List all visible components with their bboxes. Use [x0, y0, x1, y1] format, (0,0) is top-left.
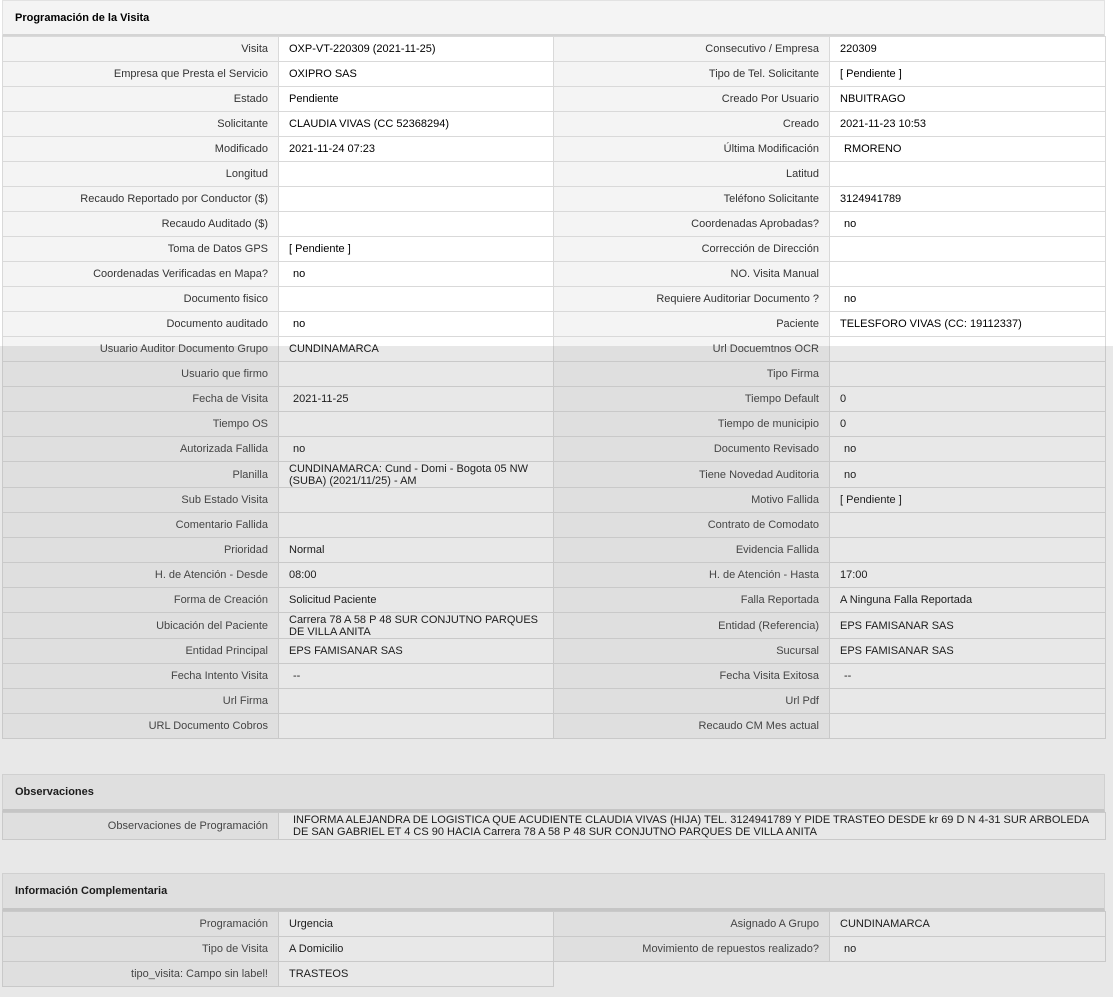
- movimiento-de-repuestos-realizado-label: Movimiento de repuestos realizado?: [554, 937, 830, 962]
- tiempo-default-value: 0: [830, 387, 1106, 412]
- solicitante-value: CLAUDIA VIVAS (CC 52368294): [279, 112, 554, 137]
- asignado-a-grupo-label: Asignado A Grupo: [554, 912, 830, 937]
- table-row: [3, 912, 1106, 937]
- fecha-intento-visita-label: Fecha Intento Visita: [3, 664, 279, 689]
- url-firma-label: Url Firma: [3, 689, 279, 714]
- documento-fisico-value: [279, 287, 554, 312]
- coordenadas-aprobadas-value: no: [830, 212, 1106, 237]
- fecha-visita-exitosa-value: --: [830, 664, 1106, 689]
- complementaria-table: [2, 911, 1106, 987]
- correccion-de-direccion-value: [830, 237, 1106, 262]
- complementaria-title: Información Complementaria: [15, 885, 168, 897]
- table-row: [3, 287, 1106, 312]
- recaudo-reportado-por-conductor-label: Recaudo Reportado por Conductor ($): [3, 187, 279, 212]
- toma-de-datos-gps-label: Toma de Datos GPS: [3, 237, 279, 262]
- programacion-title: Programación de la Visita: [15, 11, 150, 24]
- table-row: [3, 312, 1106, 337]
- empresa-que-presta-el-servicio-label: Empresa que Presta el Servicio: [3, 62, 279, 87]
- programacion-value: Urgencia: [279, 912, 554, 937]
- documento-auditado-label: Documento auditado: [3, 312, 279, 337]
- tiempo-os-label: Tiempo OS: [3, 412, 279, 437]
- observaciones-table: [2, 812, 1106, 840]
- visita-label: Visita: [3, 37, 279, 62]
- table-row: [3, 212, 1106, 237]
- motivo-fallida-value: [ Pendiente ]: [830, 488, 1106, 513]
- table-row: [3, 538, 1106, 563]
- sub-estado-visita-value: [279, 488, 554, 513]
- correccion-de-direccion-label: Corrección de Dirección: [554, 237, 830, 262]
- table-row: [3, 488, 1106, 513]
- forma-de-creacion-label: Forma de Creación: [3, 588, 279, 613]
- asignado-a-grupo-value: CUNDINAMARCA: [830, 912, 1106, 937]
- recaudo-cm-mes-actual-value: [830, 714, 1106, 739]
- table-row: [3, 462, 1106, 488]
- contrato-de-comodato-label: Contrato de Comodato: [554, 513, 830, 538]
- requiere-auditoriar-documento-value: no: [830, 287, 1106, 312]
- observaciones-row: [3, 813, 1106, 840]
- h-de-atencion-hasta-label: H. de Atención - Hasta: [554, 563, 830, 588]
- table-row: [3, 87, 1106, 112]
- url-documento-cobros-label: URL Documento Cobros: [3, 714, 279, 739]
- url-documento-cobros-value: [279, 714, 554, 739]
- table-row: [3, 513, 1106, 538]
- tipo-firma-label: Tipo Firma: [554, 362, 830, 387]
- prioridad-value: Normal: [279, 538, 554, 563]
- usuario-auditor-documento-grupo-label: Usuario Auditor Documento Grupo: [3, 337, 279, 362]
- usuario-auditor-documento-grupo-value: CUNDINAMARCA: [279, 337, 554, 362]
- table-row: [3, 962, 1106, 987]
- url-docuemtnos-ocr-label: Url Docuemtnos OCR: [554, 337, 830, 362]
- table-row: [3, 689, 1106, 714]
- requiere-auditoriar-documento-label: Requiere Auditoriar Documento ?: [554, 287, 830, 312]
- tiempo-de-municipio-value: 0: [830, 412, 1106, 437]
- table-row: [3, 639, 1106, 664]
- estado-value: Pendiente: [279, 87, 554, 112]
- estado-label: Estado: [3, 87, 279, 112]
- observaciones-header: [2, 774, 1105, 812]
- tipo-de-tel-solicitante-value: [ Pendiente ]: [830, 62, 1106, 87]
- table-row: [3, 337, 1106, 362]
- paciente-label: Paciente: [554, 312, 830, 337]
- url-docuemtnos-ocr-value: [830, 337, 1106, 362]
- tipo-de-visita-label: Tipo de Visita: [3, 937, 279, 962]
- observaciones-title: Observaciones: [15, 786, 94, 798]
- creado-por-usuario-label: Creado Por Usuario: [554, 87, 830, 112]
- autorizada-fallida-value: no: [279, 437, 554, 462]
- tiempo-default-label: Tiempo Default: [554, 387, 830, 412]
- table-row: [3, 588, 1106, 613]
- comentario-fallida-value: [279, 513, 554, 538]
- contrato-de-comodato-value: [830, 513, 1106, 538]
- table-row: [3, 664, 1106, 689]
- autorizada-fallida-label: Autorizada Fallida: [3, 437, 279, 462]
- tiene-novedad-auditoria-label: Tiene Novedad Auditoria: [554, 462, 830, 488]
- modificado-value: 2021-11-24 07:23: [279, 137, 554, 162]
- table-row: [3, 437, 1106, 462]
- table-row: [3, 162, 1106, 187]
- tipo-de-tel-solicitante-label: Tipo de Tel. Solicitante: [554, 62, 830, 87]
- consecutivo-empresa-value: 220309: [830, 37, 1106, 62]
- visita-value: OXP-VT-220309 (2021-11-25): [279, 37, 554, 62]
- ultima-modificacion-label: Última Modificación: [554, 137, 830, 162]
- movimiento-de-repuestos-realizado-value: no: [830, 937, 1106, 962]
- url-pdf-label: Url Pdf: [554, 689, 830, 714]
- no-visita-manual-label: NO. Visita Manual: [554, 262, 830, 287]
- recaudo-auditado-label: Recaudo Auditado ($): [3, 212, 279, 237]
- documento-revisado-label: Documento Revisado: [554, 437, 830, 462]
- latitud-label: Latitud: [554, 162, 830, 187]
- tiempo-os-value: [279, 412, 554, 437]
- documento-revisado-value: no: [830, 437, 1106, 462]
- table-row: [3, 937, 1106, 962]
- creado-value: 2021-11-23 10:53: [830, 112, 1106, 137]
- sub-estado-visita-label: Sub Estado Visita: [3, 488, 279, 513]
- table-row: [3, 37, 1106, 62]
- ubicacion-del-paciente-value: Carrera 78 A 58 P 48 SUR CONJUTNO PARQUES DE VILLA ANITA: [279, 613, 554, 639]
- falla-reportada-label: Falla Reportada: [554, 588, 830, 613]
- table-row: [3, 714, 1106, 739]
- documento-auditado-value: no: [279, 312, 554, 337]
- fecha-visita-exitosa-label: Fecha Visita Exitosa: [554, 664, 830, 689]
- table-row: [3, 237, 1106, 262]
- table-row: [3, 362, 1106, 387]
- table-row: [3, 137, 1106, 162]
- sucursal-label: Sucursal: [554, 639, 830, 664]
- table-row: [3, 262, 1106, 287]
- tipo-visita-campo-sin-label-value: TRASTEOS: [279, 962, 554, 987]
- empresa-que-presta-el-servicio-value: OXIPRO SAS: [279, 62, 554, 87]
- table-row: [3, 613, 1106, 639]
- table-row: [3, 387, 1106, 412]
- creado-por-usuario-value: NBUITRAGO: [830, 87, 1106, 112]
- longitud-value: [279, 162, 554, 187]
- recaudo-auditado-value: [279, 212, 554, 237]
- evidencia-fallida-value: [830, 538, 1106, 563]
- consecutivo-empresa-label: Consecutivo / Empresa: [554, 37, 830, 62]
- tipo-firma-value: [830, 362, 1106, 387]
- prioridad-label: Prioridad: [3, 538, 279, 563]
- toma-de-datos-gps-value: [ Pendiente ]: [279, 237, 554, 262]
- url-firma-value: [279, 689, 554, 714]
- tiempo-de-municipio-label: Tiempo de municipio: [554, 412, 830, 437]
- observaciones-value: INFORMA ALEJANDRA DE LOGISTICA QUE ACUDIENTE CLAUDIA VIVAS (HIJA) TEL. 3124941789 Y PIDE TRASTEO DESDE kr 69 D N 4-31 SUR ARBOLEDA DE SAN GABRIEL ET 4 CS 90 HACIA Carrera 78 A 58 P 48 SUR CONJUTNO PARQUES DE VILLA ANITA: [279, 813, 1106, 840]
- usuario-que-firmo-label: Usuario que firmo: [3, 362, 279, 387]
- recaudo-cm-mes-actual-label: Recaudo CM Mes actual: [554, 714, 830, 739]
- modificado-label: Modificado: [3, 137, 279, 162]
- forma-de-creacion-value: Solicitud Paciente: [279, 588, 554, 613]
- ultima-modificacion-value: RMORENO: [830, 137, 1106, 162]
- fecha-intento-visita-value: --: [279, 664, 554, 689]
- entidad-referencia-value: EPS FAMISANAR SAS: [830, 613, 1106, 639]
- telefono-solicitante-label: Teléfono Solicitante: [554, 187, 830, 212]
- planilla-label: Planilla: [3, 462, 279, 488]
- creado-label: Creado: [554, 112, 830, 137]
- table-row: [3, 563, 1106, 588]
- tipo-de-visita-value: A Domicilio: [279, 937, 554, 962]
- table-row: [3, 112, 1106, 137]
- usuario-que-firmo-value: [279, 362, 554, 387]
- programacion-header: [2, 0, 1105, 37]
- fecha-de-visita-label: Fecha de Visita: [3, 387, 279, 412]
- entidad-principal-label: Entidad Principal: [3, 639, 279, 664]
- coordenadas-verificadas-en-mapa-value: no: [279, 262, 554, 287]
- url-pdf-value: [830, 689, 1106, 714]
- coordenadas-aprobadas-label: Coordenadas Aprobadas?: [554, 212, 830, 237]
- coordenadas-verificadas-en-mapa-label: Coordenadas Verificadas en Mapa?: [3, 262, 279, 287]
- fecha-de-visita-value: 2021-11-25: [279, 387, 554, 412]
- motivo-fallida-label: Motivo Fallida: [554, 488, 830, 513]
- entidad-referencia-label: Entidad (Referencia): [554, 613, 830, 639]
- comentario-fallida-label: Comentario Fallida: [3, 513, 279, 538]
- no-visita-manual-value: [830, 262, 1106, 287]
- tipo-visita-campo-sin-label-label: tipo_visita: Campo sin label!: [3, 962, 279, 987]
- ubicacion-del-paciente-label: Ubicación del Paciente: [3, 613, 279, 639]
- sucursal-value: EPS FAMISANAR SAS: [830, 639, 1106, 664]
- h-de-atencion-desde-value: 08:00: [279, 563, 554, 588]
- solicitante-label: Solicitante: [3, 112, 279, 137]
- table-row: [3, 412, 1106, 437]
- latitud-value: [830, 162, 1106, 187]
- entidad-principal-value: EPS FAMISANAR SAS: [279, 639, 554, 664]
- table-row: [3, 62, 1106, 87]
- programacion-label: Programación: [3, 912, 279, 937]
- recaudo-reportado-por-conductor-value: [279, 187, 554, 212]
- tiene-novedad-auditoria-value: no: [830, 462, 1106, 488]
- programacion-table: [2, 36, 1106, 739]
- documento-fisico-label: Documento fisico: [3, 287, 279, 312]
- table-row: [3, 187, 1106, 212]
- telefono-solicitante-value: 3124941789: [830, 187, 1106, 212]
- longitud-label: Longitud: [3, 162, 279, 187]
- complementaria-header: [2, 873, 1105, 911]
- evidencia-fallida-label: Evidencia Fallida: [554, 538, 830, 563]
- planilla-value: CUNDINAMARCA: Cund - Domi - Bogota 05 NW (SUBA) (2021/11/25) - AM: [279, 462, 554, 488]
- paciente-value: TELESFORO VIVAS (CC: 19112337): [830, 312, 1106, 337]
- h-de-atencion-hasta-value: 17:00: [830, 563, 1106, 588]
- observaciones-label: Observaciones de Programación: [3, 813, 279, 840]
- h-de-atencion-desde-label: H. de Atención - Desde: [3, 563, 279, 588]
- falla-reportada-value: A Ninguna Falla Reportada: [830, 588, 1106, 613]
